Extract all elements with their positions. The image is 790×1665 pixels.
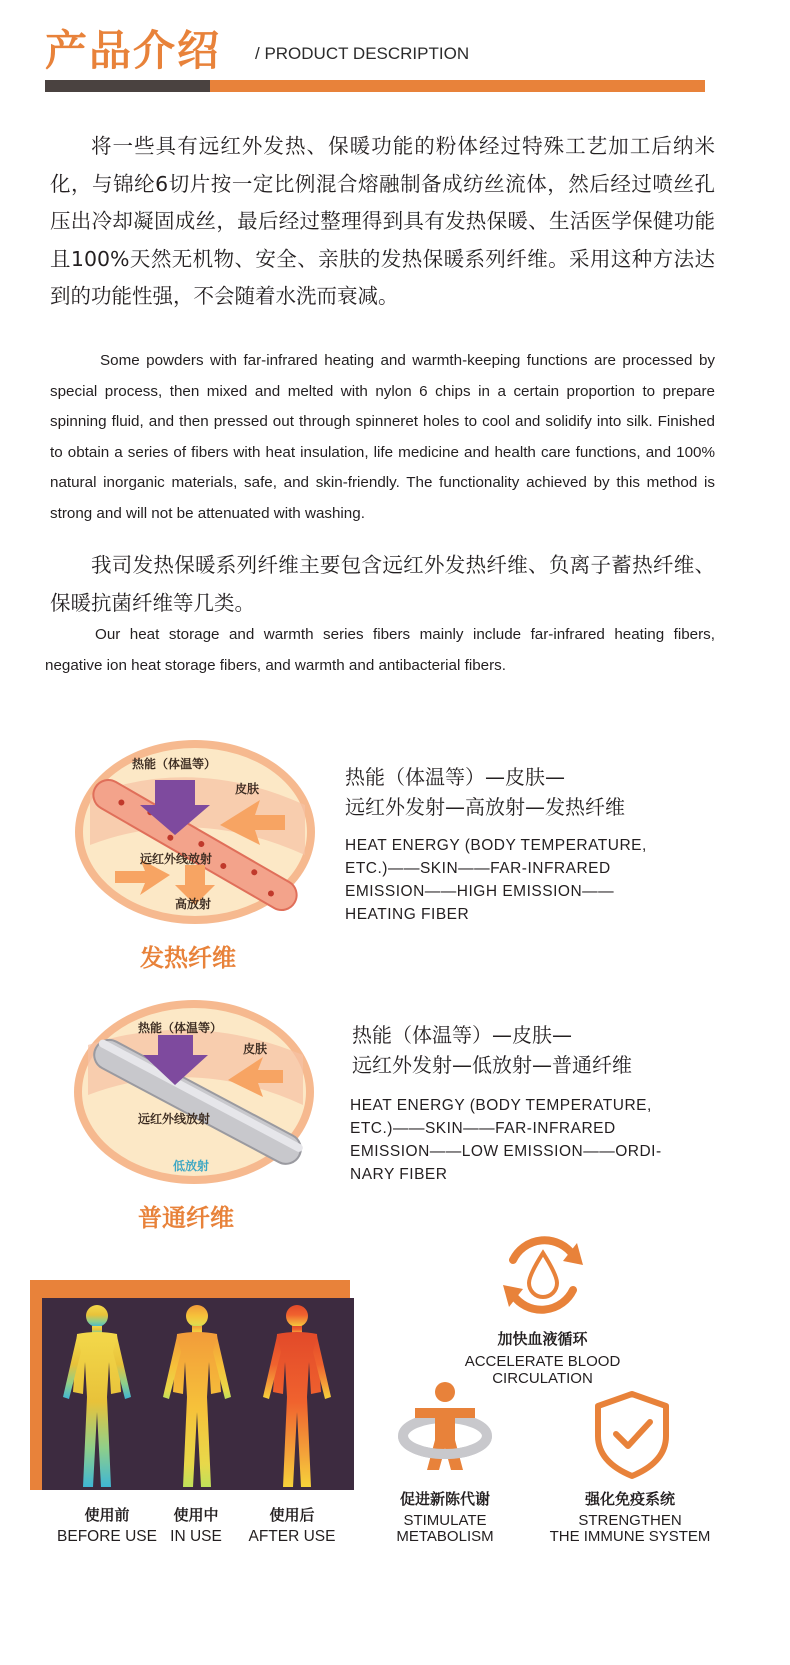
heating-desc-cn-1: 热能（体温等）—皮肤— xyxy=(345,765,565,789)
ordinary-fiber-title: 普通纤维 xyxy=(138,1204,234,1232)
far-infrared-label: 远红外线放射 xyxy=(140,852,213,866)
blood-benefit-en-2: CIRCULATION xyxy=(492,1370,593,1387)
blood-drop-cycle-icon xyxy=(493,1225,593,1325)
heating-fiber-title: 发热纤维 xyxy=(140,944,236,972)
thermal-image xyxy=(42,1298,354,1490)
ordinary-desc-en-3: EMISSION——LOW EMISSION——ORDI- xyxy=(350,1143,662,1160)
far-infrared-label: 远红外线放射 xyxy=(138,1112,211,1126)
metabolism-benefit-cn: 促进新陈代谢 xyxy=(399,1490,490,1508)
blood-benefit-cn: 加快血液循环 xyxy=(497,1330,588,1348)
intro-paragraph-cn: 将一些具有远红外发热、保暖功能的粉体经过特殊工艺加工后纳米化，与锦纶6切片按一定比例混合熔融制备成纺丝流体，然后经过喷丝孔压出冷却凝固成丝，最后经过整理得到具有发热保暖、生活医学保健功能且100%天然无机物、安全、亲肤的发热保暖系列纤维。采用这种方法达到的功能性强，不会随着水洗而衰减。 xyxy=(50,134,715,308)
immune-benefit-cn: 强化免疫系统 xyxy=(584,1490,675,1508)
heating-desc-en-1: HEAT ENERGY (BODY TEMPERATURE, xyxy=(345,837,647,854)
immune-benefit-en-2: THE IMMUNE SYSTEM xyxy=(549,1528,711,1545)
shield-check-icon xyxy=(592,1390,672,1480)
title-divider-orange xyxy=(210,80,705,92)
heat-energy-label: 热能（体温等） xyxy=(138,1021,223,1035)
heating-desc-cn-2: 远红外发射—高放射—发热纤维 xyxy=(345,795,625,819)
high-emission-label: 高放射 xyxy=(175,897,212,911)
before-use-label-cn: 使用前 xyxy=(84,1506,130,1524)
before-use-label-en: BEFORE USE xyxy=(57,1528,157,1545)
intro-paragraph-en: Some powders with far-infrared heating and warmth-keeping functions are processed by special process, then mixed and melted with nylon 6 chips in a certain proportion to prepare spinning fluid, and then pressed out through spinneret holes to cool and solidify into silk. Finished to obtain a series of fibers with heat insulation, life medicine and health care functions, and 100% natural inorganic materials, safe, and skin-friendly. The functionality achieved by this method is strong and will not be attenuated with washing. xyxy=(50,352,715,522)
heating-desc-en-3: EMISSION——HIGH EMISSION—— xyxy=(345,883,615,900)
in-use-label-cn: 使用中 xyxy=(173,1506,219,1524)
in-use-label-en: IN USE xyxy=(170,1528,222,1545)
fiber-types-en: Our heat storage and warmth series fibers mainly include far-infrared heating fibers, negative ion heat storage fibers, and warmth and antibacterial fibers. xyxy=(45,626,715,674)
heat-energy-label: 热能（体温等） xyxy=(132,757,217,771)
ordinary-desc-en-1: HEAT ENERGY (BODY TEMPERATURE, xyxy=(350,1097,652,1114)
heating-fiber-diagram xyxy=(70,735,320,930)
blood-benefit-en-1: ACCELERATE BLOOD xyxy=(464,1353,621,1370)
page-subtitle: / PRODUCT DESCRIPTION xyxy=(255,44,470,63)
page-title: 产品介绍 xyxy=(45,26,222,75)
ordinary-desc-cn-1: 热能（体温等）—皮肤— xyxy=(352,1023,572,1047)
immune-benefit-en-1: STRENGTHEN xyxy=(578,1512,682,1529)
ordinary-desc-en-4: NARY FIBER xyxy=(350,1166,448,1183)
heating-desc-en-2: ETC.)——SKIN——FAR-INFRARED xyxy=(345,860,611,877)
low-emission-label: 低放射 xyxy=(173,1159,210,1173)
heating-desc-en-4: HEATING FIBER xyxy=(345,906,470,923)
fiber-types-cn: 我司发热保暖系列纤维主要包含远红外发热纤维、负离子蓄热纤维、保暖抗菌纤维等几类。 xyxy=(50,553,715,615)
after-use-label-en: AFTER USE xyxy=(248,1528,336,1545)
ordinary-desc-en-2: ETC.)——SKIN——FAR-INFRARED xyxy=(350,1120,616,1137)
after-use-label-cn: 使用后 xyxy=(269,1506,315,1524)
ordinary-fiber-diagram xyxy=(68,995,320,1190)
skin-label: 皮肤 xyxy=(235,782,260,796)
metabolism-benefit-en-2: METABOLISM xyxy=(396,1528,494,1545)
metabolism-benefit-en-1: STIMULATE xyxy=(403,1512,487,1529)
person-ring-icon xyxy=(395,1378,495,1478)
skin-label: 皮肤 xyxy=(243,1042,268,1056)
title-divider-dark xyxy=(45,80,210,92)
ordinary-desc-cn-2: 远红外发射—低放射—普通纤维 xyxy=(352,1053,632,1077)
